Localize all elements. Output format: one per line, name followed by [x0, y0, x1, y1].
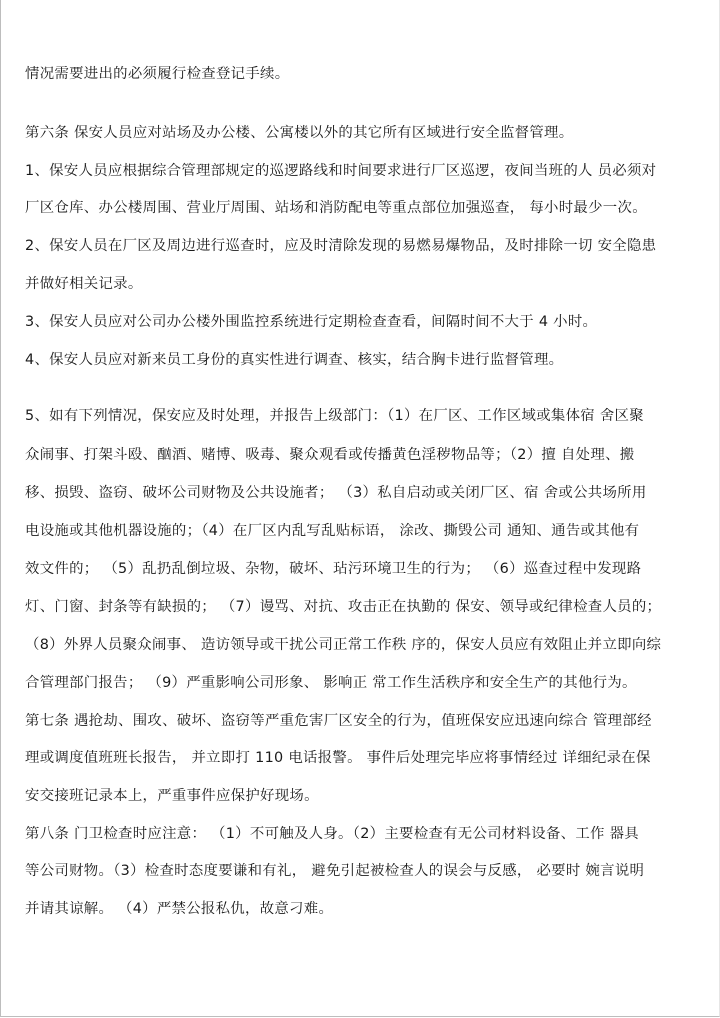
text-line: 3、保安人员应对公司办公楼外围监控系统进行定期检查查看，间隔时间不大于 4 小时。 — [25, 314, 598, 330]
text-line: 安交接班记录本上，严重事件应保护好现场。 — [25, 788, 319, 804]
text-line: 灯、门窗、封条等有缺损的； （7）谩骂、对抗、攻击正在执勤的 保安、领导或纪律检查人员的； — [25, 599, 662, 615]
text-line: 移、损毁、盗窃、破坏公司财物及公共设施者； （3）私自启动或关闭厂区、宿 舍或公共场所用 — [25, 485, 647, 501]
text-line: 2、保安人员在厂区及周边进行巡查时，应及时清除发现的易燃易爆物品，及时排除一切 安全隐患 — [25, 238, 657, 254]
text-line: （8）外界人员聚众闹事、 造访领导或干扰公司正常工作秩 序的，保安人员应有效阻止并立即向综 — [25, 637, 662, 653]
text-line: 4、保安人员应对新来员工身份的真实性进行调查、核实，结合胸卡进行监督管理。 — [25, 352, 564, 368]
text-line: 并做好相关记录。 — [25, 276, 143, 292]
text-line: 众闹事、打架斗殴、酗酒、赌博、吸毒、聚众观看或传播黄色淫秽物品等；（2）擅 自处理、搬 — [25, 447, 635, 463]
text-line: 理或调度值班班长报告， 并立即打 110 电话报警。 事件后处理完毕应将事情经过 详细纪录在保 — [25, 750, 651, 766]
text-line: 并请其谅解。 （4）严禁公报私仇，故意刁难。 — [25, 901, 334, 917]
text-line: 5、如有下列情况，保安应及时处理，并报告上级部门：（1）在厂区、工作区域或集体宿 舍区聚 — [25, 408, 644, 424]
text-line: 第七条 遇抢劫、围攻、破坏、盗窃等严重危害厂区安全的行为，值班保安应迅速向综合 管理部经 — [25, 713, 652, 729]
text-line: 效文件的； （5）乱扔乱倒垃圾、杂物，破坏、玷污环境卫生的行为； （6）巡查过程中发现路 — [25, 561, 642, 577]
text-line: 合管理部门报告； （9）严重影响公司形象、 影响正 常工作生活秩序和安全生产的其他行为。 — [25, 675, 637, 691]
text-line: 等公司财物。（3）检查时态度要谦和有礼， 避免引起被检查人的误会与反感， 必要时 婉言说明 — [25, 863, 645, 879]
text-line: 第八条 门卫检查时应注意： （1）不可触及人身。（2）主要检查有无公司材料设备、工作 器具 — [25, 826, 639, 842]
text-line: 厂区仓库、办公楼周围、营业厅周围、站场和消防配电等重点部位加强巡查， 每小时最少一次。 — [25, 200, 647, 216]
text-line: 1、保安人员应根据综合管理部规定的巡逻路线和时间要求进行厂区巡逻，夜间当班的人 员必须对 — [25, 163, 657, 179]
text-line: 情况需要进出的必须履行检查登记手续。 — [25, 66, 290, 82]
text-line: 电设施或其他机器设施的；（4）在厂区内乱写乱贴标语， 涂改、撕毁公司 通知、通告或其他有 — [25, 523, 640, 539]
text-line: 第六条 保安人员应对站场及办公楼、公寓楼以外的其它所有区域进行安全监督管理。 — [25, 125, 574, 141]
